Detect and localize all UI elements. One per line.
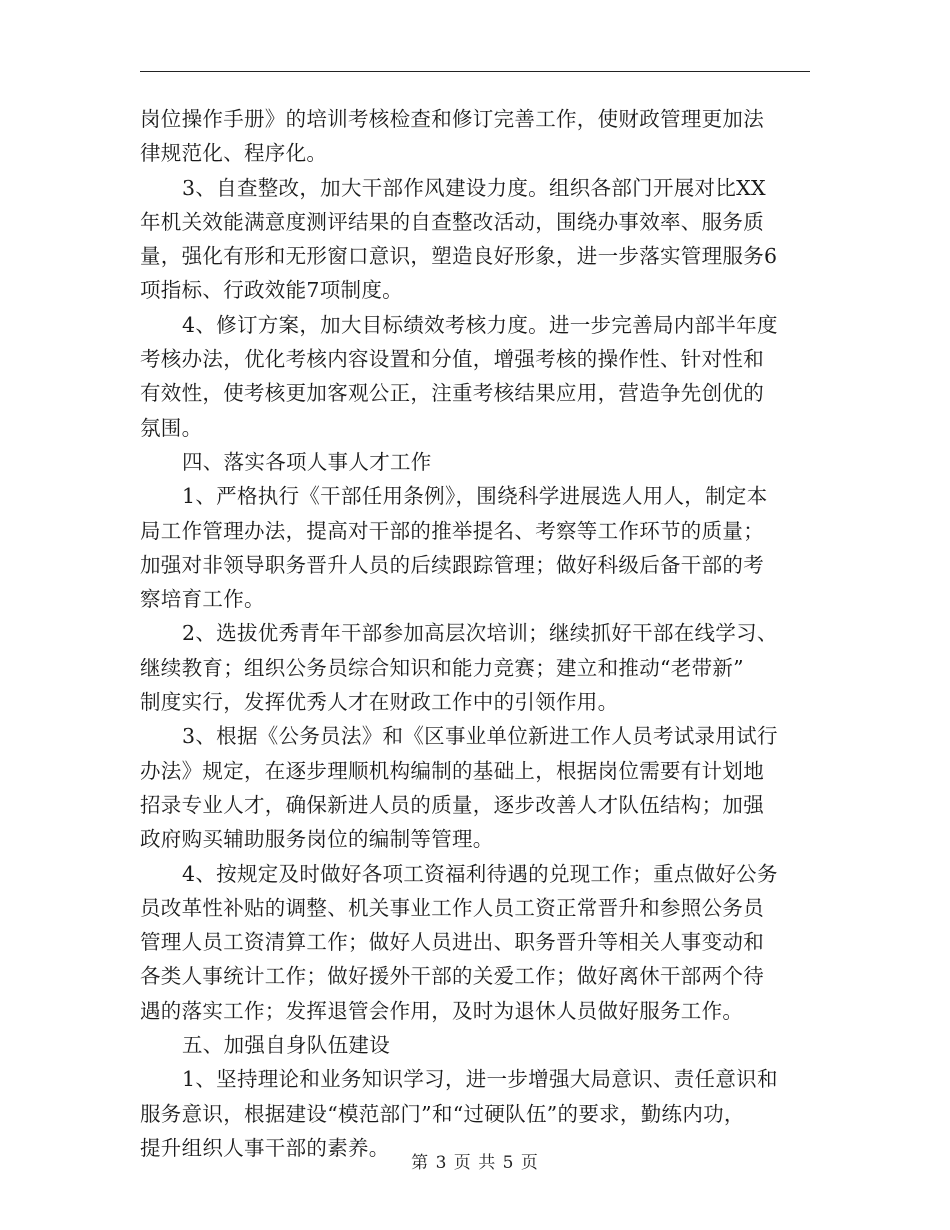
text-line: 4、修订方案，加大目标绩效考核力度。进一步完善局内部半年度 bbox=[182, 312, 778, 337]
text-line: 岗位操作手册》的培训考核检查和修订完善工作，使财政管理更加法 bbox=[140, 107, 764, 131]
text-line: 3、根据《公务员法》和《区事业单位新进工作人员考试录用试行 bbox=[182, 724, 778, 749]
text-line: 管理人员工资清算工作；做好人员进出、职务晋升等相关人事变动和 bbox=[140, 930, 764, 955]
text-line: 察培育工作。 bbox=[140, 587, 265, 612]
text-line: 五、加强自身队伍建设 bbox=[182, 1033, 390, 1058]
text-line: 2、选拔优秀青年干部参加高层次培训；继续抓好干部在线学习、 bbox=[182, 621, 778, 646]
text-line: 年机关效能满意度测评结果的自查整改活动，围绕办事效率、服务质 bbox=[140, 209, 764, 234]
text-line: 各类人事统计工作；做好援外干部的关爱工作；做好离休干部两个待 bbox=[140, 964, 764, 989]
text-line: 考核办法，优化考核内容设置和分值，增强考核的操作性、针对性和 bbox=[140, 347, 764, 372]
text-line: 项指标、行政效能7项制度。 bbox=[140, 278, 403, 303]
text-line: 量，强化有形和无形窗口意识，塑造良好形象，进一步落实管理服务6 bbox=[140, 244, 778, 269]
text-line: 遇的落实工作；发挥退管会作用，及时为退休人员做好服务工作。 bbox=[140, 998, 744, 1023]
text-line: 1、坚持理论和业务知识学习，进一步增强大局意识、责任意识和 bbox=[182, 1067, 778, 1092]
text-line: 四、落实各项人事人才工作 bbox=[182, 449, 432, 474]
page-footer: 第 3 页 共 5 页 bbox=[411, 1153, 539, 1173]
text-line: 招录专业人才，确保新进人员的质量，逐步改善人才队伍结构；加强 bbox=[140, 792, 764, 817]
text-line: 3、自查整改，加大干部作风建设力度。组织各部门开展对比XX bbox=[182, 175, 766, 200]
text-line: 制度实行，发挥优秀人才在财政工作中的引领作用。 bbox=[140, 690, 619, 715]
text-line: 4、按规定及时做好各项工资福利待遇的兑现工作；重点做好公务 bbox=[182, 861, 778, 886]
text-line: 加强对非领导职务晋升人员的后续跟踪管理；做好科级后备干部的考 bbox=[140, 552, 764, 577]
text-line: 有效性，使考核更加客观公正，注重考核结果应用，营造争先创优的 bbox=[140, 381, 764, 406]
text-line: 律规范化、程序化。 bbox=[140, 141, 328, 166]
text-line: 员改革性补贴的调整、机关事业工作人员工资正常晋升和参照公务员 bbox=[140, 895, 764, 920]
header-rule bbox=[140, 71, 810, 72]
text-line: 办法》规定，在逐步理顺机构编制的基础上，根据岗位需要有计划地 bbox=[140, 758, 764, 783]
text-line: 提升组织人事干部的素养。 bbox=[140, 1135, 390, 1160]
text-line: 氛围。 bbox=[140, 415, 203, 440]
text-line: 1、严格执行《干部任用条例》，围绕科学进展选人用人，制定本 bbox=[182, 484, 768, 509]
document-body bbox=[140, 102, 820, 1165]
text-line: 服务意识，根据建设“模范部门”和“过硬队伍”的要求，勤练内功， bbox=[140, 1101, 745, 1126]
text-line: 继续教育；组织公务员综合知识和能力竞赛；建立和推动“老带新” bbox=[140, 655, 744, 680]
text-line: 政府购买辅助服务岗位的编制等管理。 bbox=[140, 827, 494, 852]
text-line: 局工作管理办法，提高对干部的推举提名、考察等工作环节的质量； bbox=[140, 518, 764, 543]
